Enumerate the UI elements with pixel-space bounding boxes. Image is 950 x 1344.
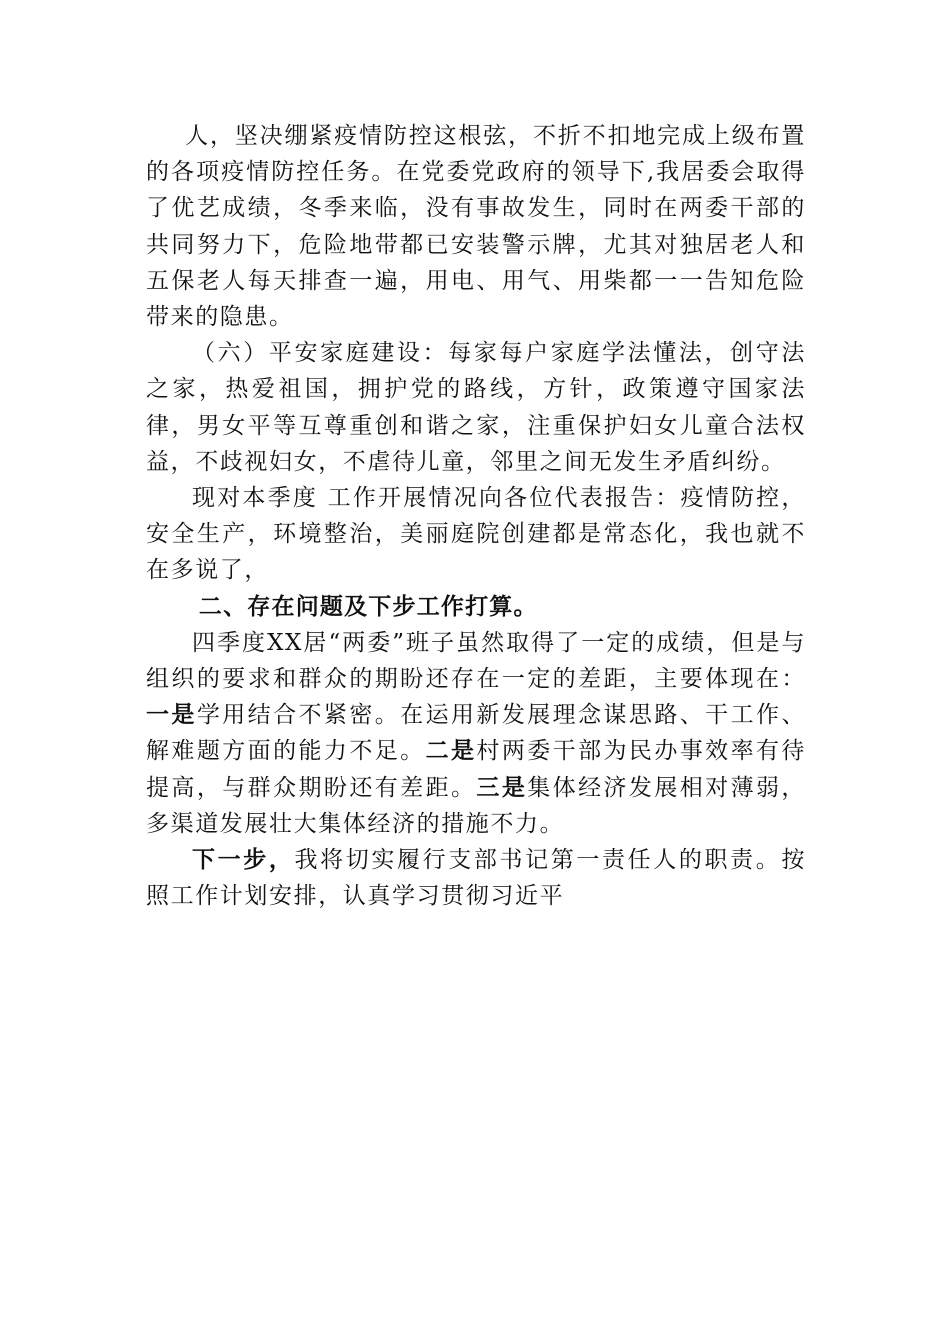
keyword-next-step: 下一步，: [192, 847, 295, 874]
document-page: [146, 118, 806, 914]
next-step-text: 我将切实履行支部书记第一责任人的职责。按照工作计划安排，认真学习贯彻习近平: [146, 847, 807, 910]
paragraph-next-step: [146, 842, 806, 914]
section-heading-problems: 二、存在问题及下步工作打算。: [198, 593, 538, 620]
problems-intro-text: 四季度XX居“两委”班子虽然取得了一定的成绩，但是与组织的要求和群众的期盼还存在一定的差距，主要体现在：: [146, 629, 806, 693]
paragraph-epidemic-prevention: 人，坚决绷紧疫情防控这根弦，不折不扣地完成上级布置的各项疫情防控任务。在党委党政府的领导下,我居委会取得了优艺成绩，冬季来临，没有事故发生，同时在两委干部的共同努力下，危险地带都已安装警示牌，尤其对独居老人和五保老人每天排查一遍，用电、用气、用柴都一一告知危险带来的隐患。: [146, 123, 806, 331]
keyword-first: 一是: [146, 702, 197, 729]
keyword-second: 二是: [425, 738, 477, 765]
paragraph-quarter-report: 现对本季度 工作开展情况向各位代表报告：疫情防控，安全生产，环境整治，美丽庭院创建都是常态化，我也就不在多说了，: [146, 485, 806, 584]
problem-two-text: 村两委干部为民办事效率有待提高，与群众期盼还有差距。: [146, 738, 807, 801]
paragraph-problems: [146, 625, 806, 842]
paragraph-safe-family: （六）平安家庭建设：每家每户家庭学法懂法，创守法之家，热爱祖国，拥护党的路线，方针，政策遵守国家法律，男女平等互尊重创和谐之家，注重保护妇女儿童合法权益，不歧视妇女，不虐待儿童，邻里之间无发生矛盾纠纷。: [146, 340, 806, 475]
problem-one-text: 学用结合不紧密。在运用新发展理念谋思路、干工作、解难题方面的能力不足。: [146, 702, 807, 765]
keyword-third: 三是: [476, 774, 528, 801]
problem-three-text: 集体经济发展相对薄弱，多渠道发展壮大集体经济的措施不力。: [146, 774, 807, 837]
